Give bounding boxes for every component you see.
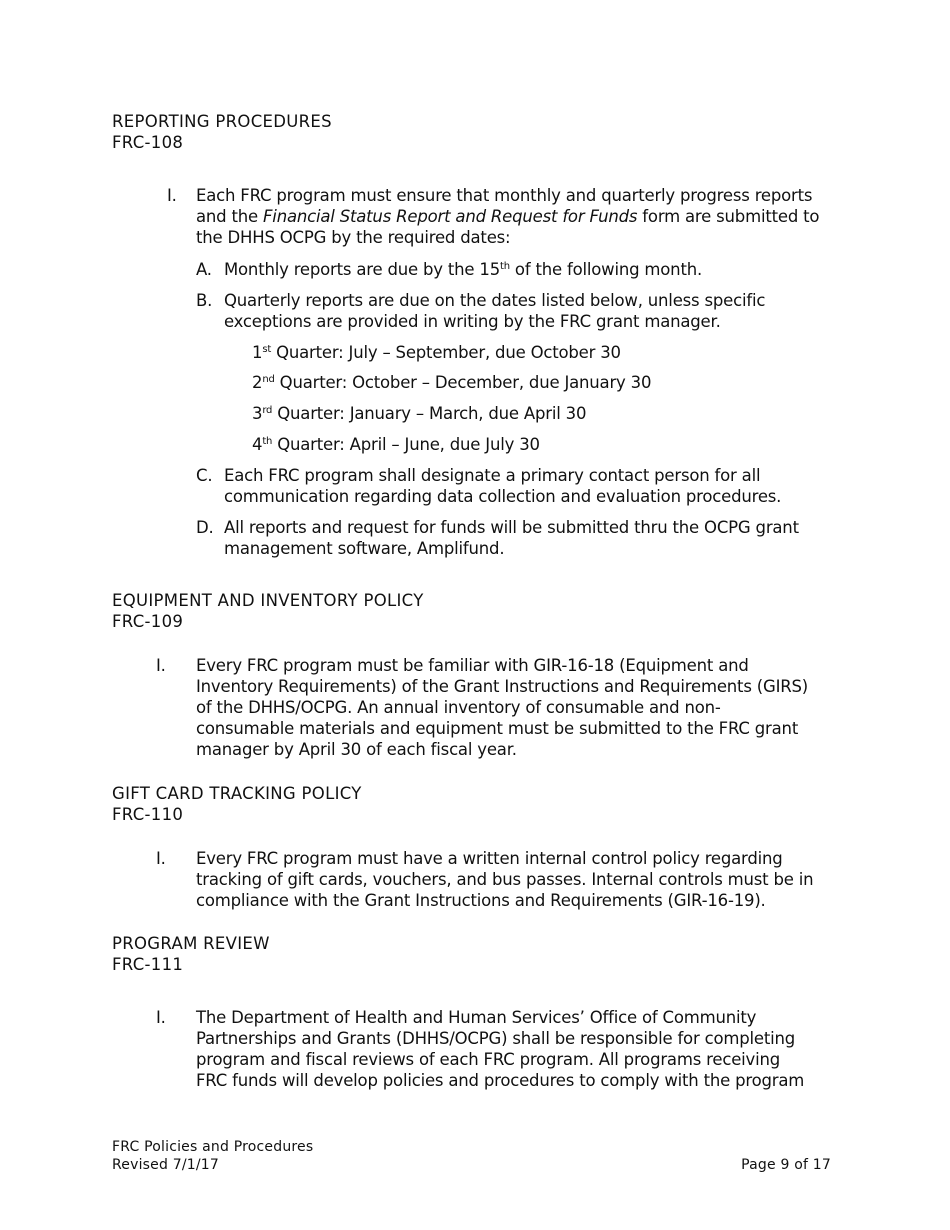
footer-page-number: Page 9 of 17 bbox=[741, 1157, 831, 1173]
text-line: Partnerships and Grants (DHHS/OCPG) shall be responsible for completing bbox=[196, 1029, 796, 1048]
text-line: Every FRC program must have a written internal control policy regarding bbox=[196, 849, 783, 868]
footer-revised: Revised 7/1/17 bbox=[112, 1157, 219, 1173]
quarter-line: 3rd Quarter: January – March, due April 30 bbox=[252, 404, 587, 423]
reporting-item-text bbox=[196, 185, 846, 248]
text-line: of the DHHS/OCPG. An annual inventory of consumable and non- bbox=[196, 698, 721, 717]
text-line: consumable materials and equipment must be submitted to the FRC grant bbox=[196, 719, 799, 738]
footer-doc-title: FRC Policies and Procedures bbox=[112, 1139, 314, 1155]
text-line: The Department of Health and Human Services’ Office of Community bbox=[196, 1008, 757, 1027]
text-line: and the Financial Status Report and Request for Funds form are submitted to bbox=[196, 207, 820, 226]
text-line: exceptions are provided in writing by the FRC grant manager. bbox=[224, 312, 721, 331]
text-line: Each FRC program must ensure that monthly and quarterly progress reports bbox=[196, 186, 813, 205]
section-title-equipment: EQUIPMENT AND INVENTORY POLICY bbox=[112, 591, 424, 610]
section-code-review: FRC-111 bbox=[112, 955, 184, 974]
text-line: the DHHS OCPG by the required dates: bbox=[196, 228, 511, 247]
section-code-equipment: FRC-109 bbox=[112, 612, 184, 631]
sub-marker-a: A. bbox=[196, 260, 212, 279]
text-line: manager by April 30 of each fiscal year. bbox=[196, 740, 517, 759]
quarter-line: 2nd Quarter: October – December, due January 30 bbox=[252, 373, 652, 392]
form-title-italic: Financial Status Report and Request for Funds bbox=[263, 207, 638, 226]
sub-item-b bbox=[224, 290, 844, 332]
text-line: communication regarding data collection and evaluation procedures. bbox=[224, 487, 782, 506]
item-marker: I. bbox=[156, 1008, 166, 1027]
section-title-giftcard: GIFT CARD TRACKING POLICY bbox=[112, 784, 362, 803]
sub-marker-b: B. bbox=[196, 291, 213, 310]
item-marker: I. bbox=[156, 849, 166, 868]
text-line: FRC funds will develop policies and procedures to comply with the program bbox=[196, 1071, 805, 1090]
equipment-item-text bbox=[196, 655, 846, 760]
giftcard-item-text bbox=[196, 848, 846, 911]
text-line: tracking of gift cards, vouchers, and bus passes. Internal controls must be in bbox=[196, 870, 814, 889]
text-line: compliance with the Grant Instructions and Requirements (GIR-16-19). bbox=[196, 891, 766, 910]
text-line: program and fiscal reviews of each FRC program. All programs receiving bbox=[196, 1050, 781, 1069]
section-code-giftcard: FRC-110 bbox=[112, 805, 184, 824]
sub-item-d bbox=[224, 517, 844, 559]
sub-marker-c: C. bbox=[196, 466, 213, 485]
review-item-text bbox=[196, 1007, 846, 1091]
sub-item-a: Monthly reports are due by the 15th of the following month. bbox=[224, 260, 703, 279]
text-line: management software, Amplifund. bbox=[224, 539, 505, 558]
text-line: All reports and request for funds will be submitted thru the OCPG grant bbox=[224, 518, 799, 537]
sub-marker-d: D. bbox=[196, 518, 214, 537]
text-line: Each FRC program shall designate a primary contact person for all bbox=[224, 466, 761, 485]
item-marker: I. bbox=[156, 656, 166, 675]
text-line: Inventory Requirements) of the Grant Instructions and Requirements (GIRS) bbox=[196, 677, 809, 696]
text-line: Quarterly reports are due on the dates listed below, unless specific bbox=[224, 291, 766, 310]
text-line: Every FRC program must be familiar with GIR-16-18 (Equipment and bbox=[196, 656, 749, 675]
section-code-reporting: FRC-108 bbox=[112, 133, 184, 152]
sub-item-c bbox=[224, 465, 844, 507]
quarter-line: 1st Quarter: July – September, due October 30 bbox=[252, 343, 621, 362]
section-title-reporting: REPORTING PROCEDURES bbox=[112, 112, 332, 131]
item-marker: I. bbox=[167, 186, 177, 205]
quarter-line: 4th Quarter: April – June, due July 30 bbox=[252, 435, 540, 454]
section-title-review: PROGRAM REVIEW bbox=[112, 934, 270, 953]
